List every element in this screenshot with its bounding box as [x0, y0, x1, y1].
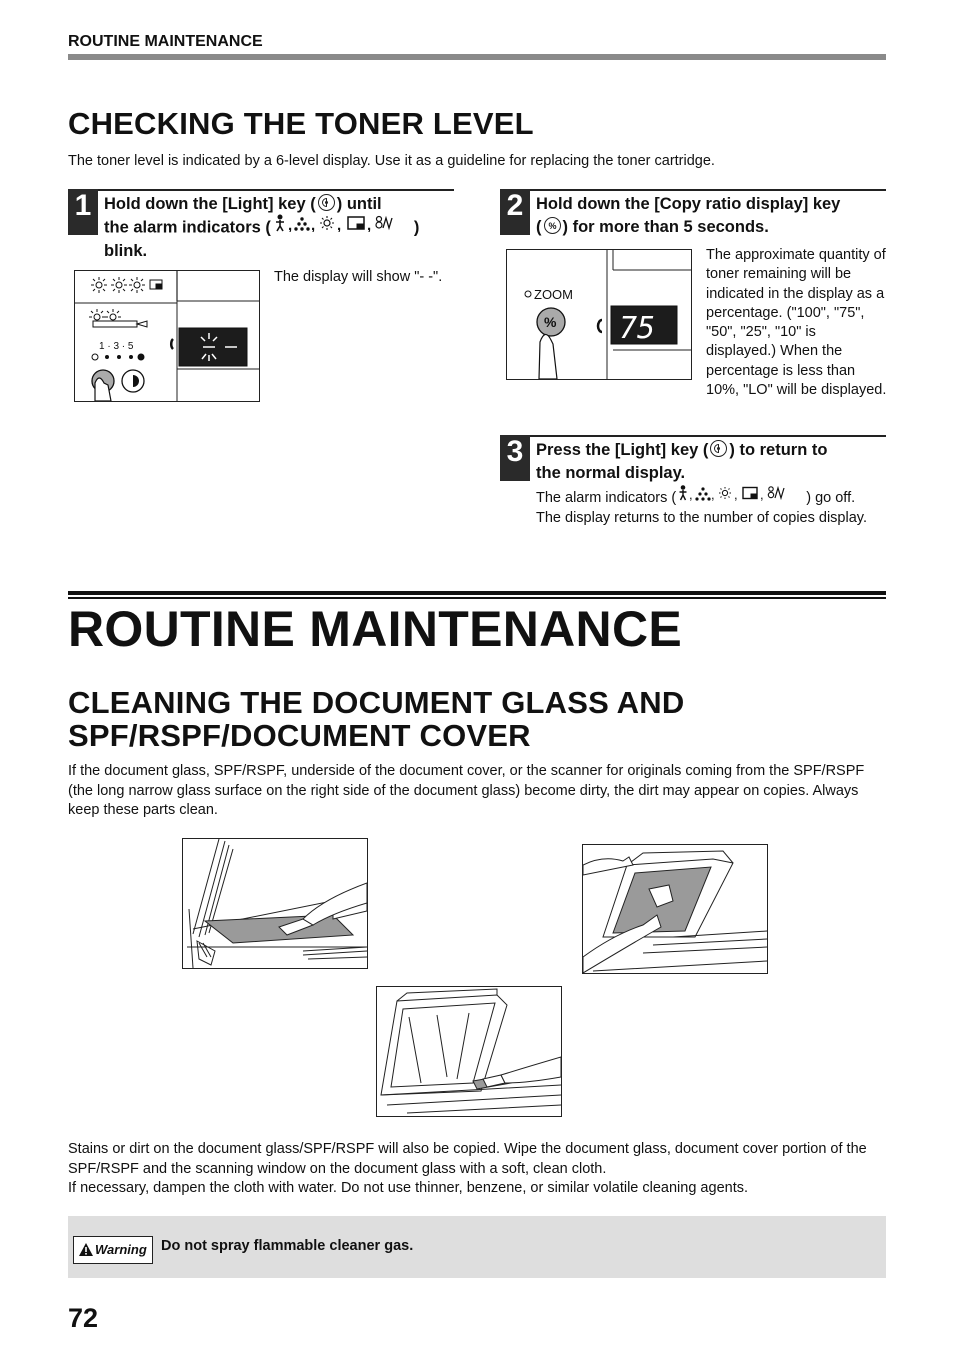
hand-icon — [501, 1057, 561, 1083]
step2-number: 2 — [500, 189, 530, 235]
step2-note: The approximate quantity of toner remaining will be indicated in the display as a percentage. ("100", "75", "50", "25", "10" is displayed.) When the percentage is less than 10%, "LO" will be displayed. — [706, 247, 887, 399]
light-key-icon — [318, 194, 335, 211]
toner-intro: The toner level is indicated by a 6-level display. Use it as a guideline for replacing the toner cartridge. — [68, 153, 715, 169]
header-rule — [68, 54, 886, 60]
step3-rule — [500, 435, 886, 437]
warning-badge: Warning — [73, 1236, 153, 1264]
chapter-title: ROUTINE MAINTENANCE — [68, 601, 683, 657]
step2-control-panel-figure — [506, 249, 692, 380]
hand-icon — [539, 334, 557, 379]
running-header: ROUTINE MAINTENANCE — [68, 33, 263, 50]
svg-text:,: , — [287, 216, 293, 232]
svg-text:,: , — [310, 216, 316, 232]
light-key-icon — [710, 440, 727, 457]
step2-instruction: Hold down the [Copy ratio display] key ( % ) for more than 5 seconds. — [536, 195, 841, 236]
step1-dial-label: 1 · 3 · 5 — [99, 341, 134, 352]
zoom-label: ZOOM — [534, 287, 573, 302]
svg-text:,: , — [760, 487, 764, 501]
warning-text: Do not spray flammable cleaner gas. — [161, 1238, 414, 1254]
alarm-indicators-icons — [676, 485, 806, 507]
section-title-cleaning: CLEANING THE DOCUMENT GLASS AND SPF/RSPF/DOCUMENT COVER — [68, 685, 685, 753]
step3-note: The alarm indicators ( , , , , ) go off. The display returns to the number of copies display. — [536, 487, 867, 527]
svg-text:,: , — [734, 487, 738, 501]
step3-number: 3 — [500, 435, 530, 481]
toner-display-value: 75 — [619, 311, 656, 346]
step1-note: The display will show "- -". — [274, 269, 443, 285]
svg-text:,: , — [689, 487, 693, 501]
svg-text:,: , — [336, 216, 342, 232]
chapter-rule-top — [68, 591, 886, 595]
cleaning-document-glass-figure — [182, 838, 368, 969]
copy-ratio-key-symbol: % — [544, 314, 557, 330]
copy-ratio-key-icon — [544, 217, 561, 234]
step1-instruction: Hold down the [Light] key ( ) until the alarm indicators ( , , , , ) blink. — [104, 195, 420, 260]
page-number: 72 — [68, 1303, 99, 1333]
alarm-indicators-icons — [271, 214, 414, 239]
step1-control-panel-figure — [74, 270, 260, 402]
step1-number: 1 — [68, 189, 98, 235]
svg-text:,: , — [366, 216, 372, 232]
svg-text:%: % — [548, 220, 557, 231]
cleaning-scanning-window-figure — [376, 986, 562, 1117]
section-title-toner: CHECKING THE TONER LEVEL — [68, 106, 534, 141]
cleaning-intro: If the document glass, SPF/RSPF, underside of the document cover, or the scanner for originals coming from the SPF/RSPF (the long narrow glass surface on the right side of the document glass) become dirty, the dirt may appear on copies. Always keep these parts clean. — [68, 763, 865, 819]
warning-triangle-icon — [78, 1242, 94, 1257]
svg-text:,: , — [711, 487, 715, 501]
step1-rule — [68, 189, 454, 191]
cleaning-cover-underside-figure — [582, 844, 768, 974]
cleaning-instructions: Stains or dirt on the document glass/SPF/RSPF will also be copied. Wipe the document glass, document cover portion of the SPF/RSPF and the scanning window on the document glass with a soft, clean cloth. If necessary, dampen the cloth with water. Do not use thinner, benzene, or similar volatile cleaning agents. — [68, 1141, 867, 1197]
chapter-rule-bottom — [68, 597, 886, 599]
step2-rule — [500, 189, 886, 191]
warning-box — [68, 1216, 886, 1278]
step3-instruction: Press the [Light] key ( ) to return to the normal display. — [536, 441, 828, 482]
